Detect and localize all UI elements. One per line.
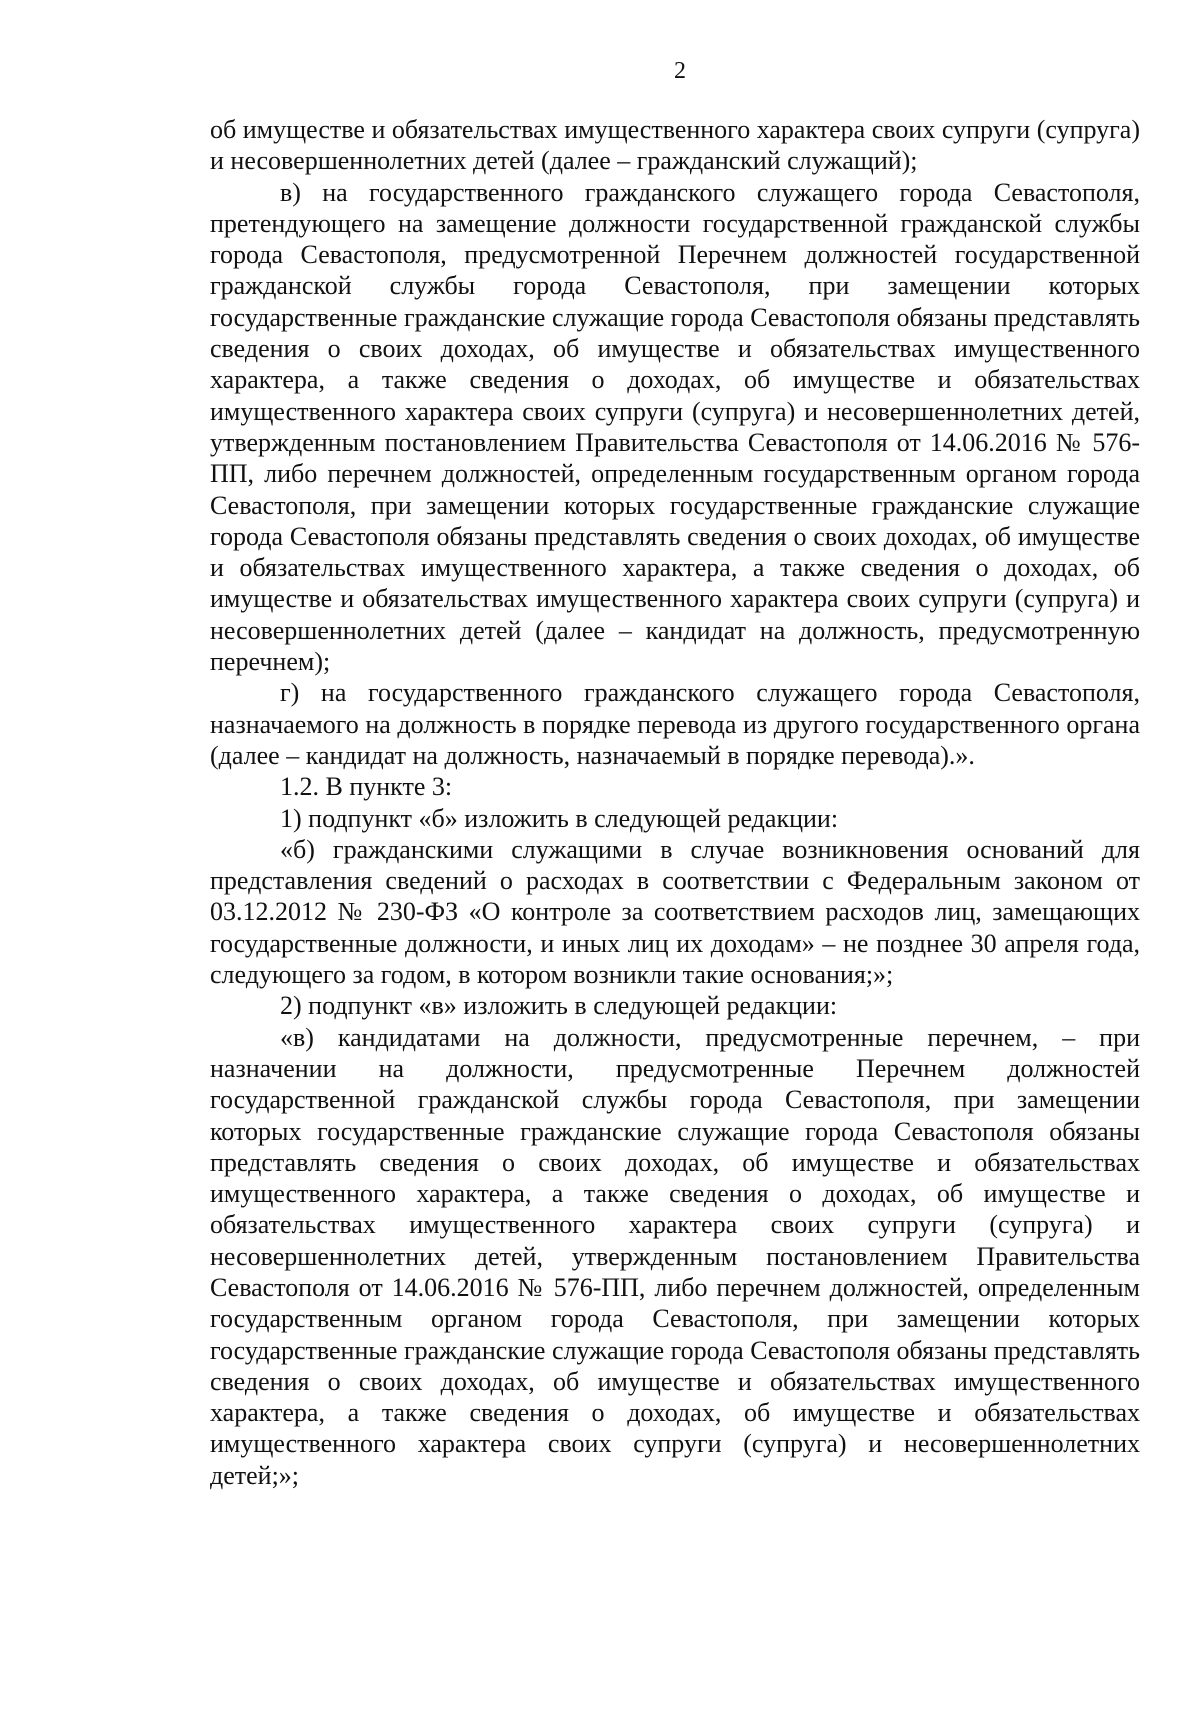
paragraph-new-item-v: «в) кандидатами на должности, предусмотренные перечнем, – при назначении на должности, предусмотренные Перечнем должностей государственной гражданской службы города Севастополя, при замещении которых государственные гражданские служащие города Севастополя обязаны представлять сведения о своих доходах, об имуществе и обязательствах имущественного характера, а также сведения о доходах, об имуществе и обязательствах имущественного характера своих супруги (супруга) и несовершеннолетних детей, утвержденным постановлением Правительства Севастополя от 14.06.2016 № 576-ПП, либо перечнем должностей, определенным государственным органом города Севастополя, при замещении которых государственные гражданские служащие города Севастополя обязаны представлять сведения о своих доходах, об имуществе и обязательствах имущественного характера, а также сведения о доходах, об имуществе и обязательствах имущественного характера своих супруги (супруга) и несовершеннолетних детей;»;: [210, 1022, 1140, 1490]
paragraph-item-g: г) на государственного гражданского служащего города Севастополя, назначаемого на должность в порядке перевода из другого государственного органа (далее – кандидат на должность, назначаемый в порядке перевода).».: [210, 678, 1140, 770]
paragraph-continuation: об имуществе и обязательствах имущественного характера своих супруги (супруга) и несовершеннолетних детей (далее – гражданский служащий);: [210, 115, 1140, 176]
paragraph-item-v: в) на государственного гражданского служащего города Севастополя, претендующего на замещение должности государственной гражданской службы города Севастополя, предусмотренной Перечнем должностей государственной гражданской службы города Севастополя, при замещении которых государственные гражданские служащие города Севастополя обязаны представлять сведения о своих доходах, об имуществе и обязательствах имущественного характера, а также сведения о доходах, об имуществе и обязательствах имущественного характера своих супруги (супруга) и несовершеннолетних детей, утвержденным постановлением Правительства Севастополя от 14.06.2016 № 576-ПП, либо перечнем должностей, определенным государственным органом города Севастополя, при замещении которых государственные гражданские служащие города Севастополя обязаны представлять сведения о своих доходах, об имуществе и обязательствах имущественного характера, а также сведения о доходах, об имуществе и обязательствах имущественного характера своих супруги (супруга) и несовершеннолетних детей (далее – кандидат на должность, предусмотренную перечнем);: [210, 177, 1140, 677]
paragraph-subclause-1: 1) подпункт «б» изложить в следующей редакции:: [280, 803, 839, 833]
paragraph-clause-1-2: 1.2. В пункте 3:: [280, 772, 453, 802]
document-body: [210, 114, 1140, 1491]
page-number: 2: [674, 58, 686, 84]
paragraph-subclause-2: 2) подпункт «в» изложить в следующей редакции:: [280, 991, 838, 1021]
paragraph-new-item-b: «б) гражданскими служащими в случае возникновения оснований для представления сведений о расходах в соответствии с Федеральным законом от 03.12.2012 № 230-ФЗ «О контроле за соответствием расходов лиц, замещающих государственные должности, и иных лиц их доходам» – не позднее 30 апреля года, следующего за годом, в котором возникли такие основания;»;: [210, 834, 1140, 990]
